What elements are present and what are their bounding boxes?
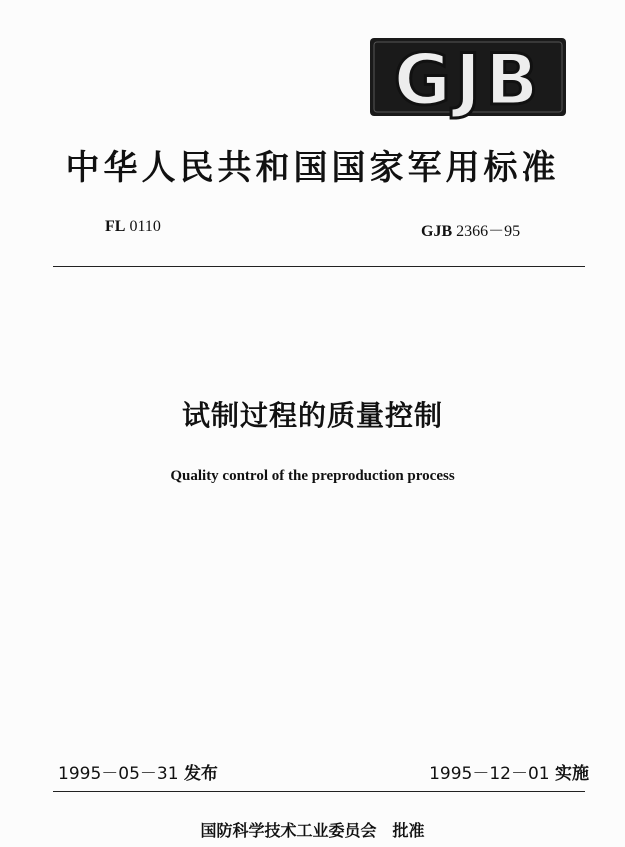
issuing-authority — [0, 818, 625, 841]
document-title-chinese: 试制过程的质量控制 — [181, 399, 443, 432]
standard-prefix: GJB — [421, 223, 453, 240]
issue-date-value: 1995－05－31 — [58, 764, 179, 784]
standard-type-heading: 中华人民共和国国家军用标准 — [65, 148, 560, 188]
gjb-logo — [368, 34, 568, 120]
classification-code — [105, 218, 161, 236]
implementation-label: 实施 — [555, 764, 589, 784]
standard-number — [421, 218, 520, 241]
classification-prefix: FL — [105, 218, 126, 235]
approval-label: 批准 — [392, 821, 425, 840]
issue-date — [58, 759, 218, 784]
standard-number-value: 2366－95 — [456, 223, 521, 240]
issue-label: 发布 — [183, 764, 218, 784]
issuer-name: 国防科学技术工业委员会 — [200, 821, 377, 840]
bottom-divider — [53, 791, 585, 792]
top-divider — [53, 266, 585, 267]
classification-number: 0110 — [129, 218, 161, 235]
implementation-date-value: 1995－12－01 — [429, 764, 550, 784]
gjb-logo-text: GJB — [393, 39, 543, 120]
document-title-english: Quality control of the preproduction process — [170, 468, 455, 484]
implementation-date — [429, 759, 589, 784]
